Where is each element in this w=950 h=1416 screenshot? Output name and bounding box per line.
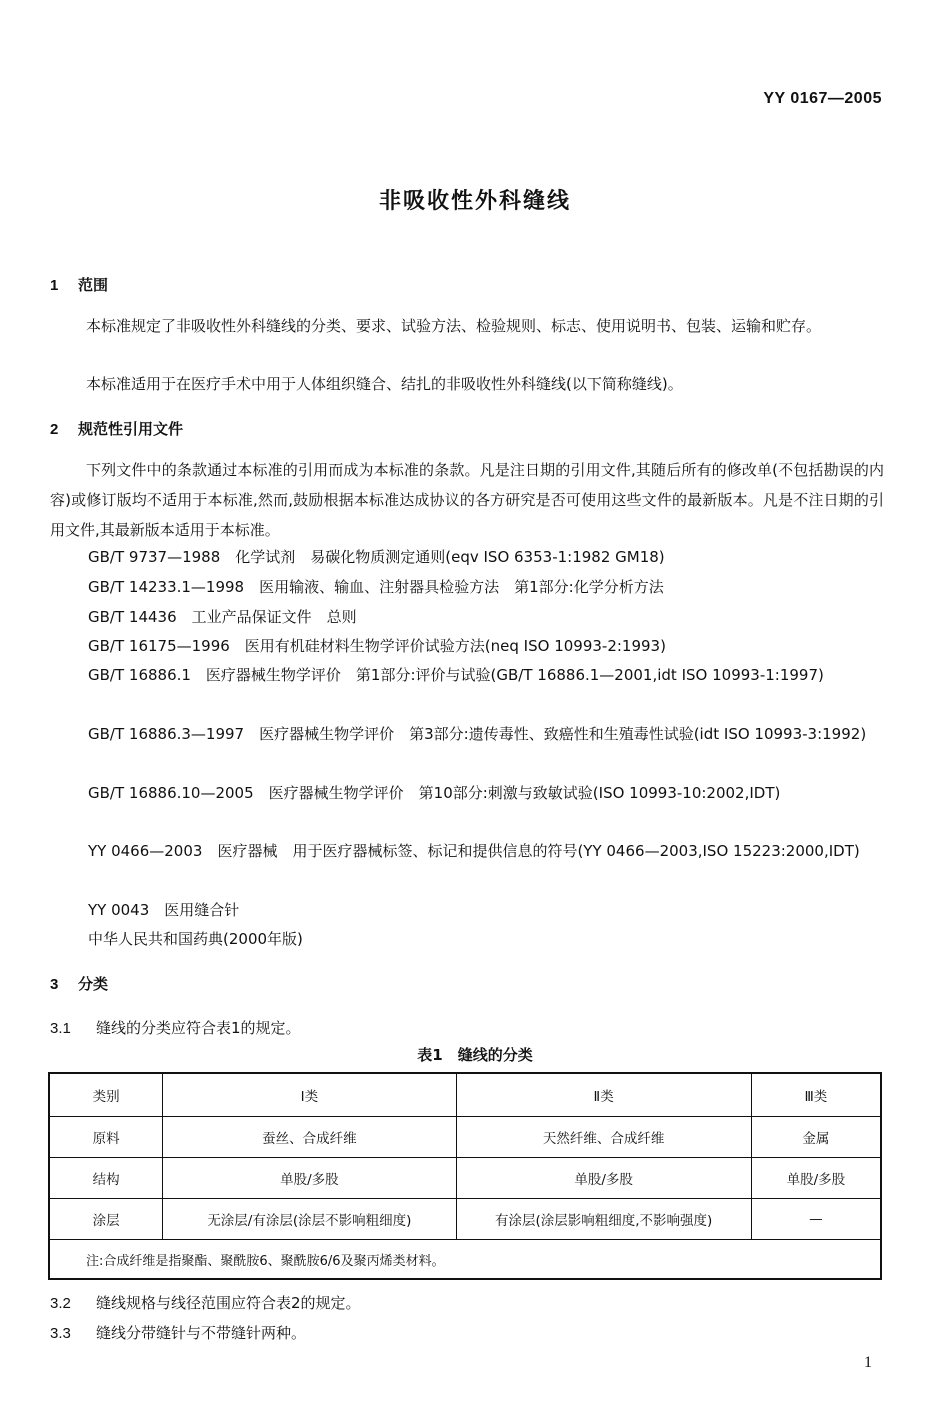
clause-3-2: [50, 1292, 361, 1313]
table-cell: 单股/多股: [456, 1158, 751, 1199]
table-cell: 有涂层(涂层影响粗细度,不影响强度): [456, 1199, 751, 1240]
reference-item: GB/T 14436 工业产品保证文件 总则: [88, 608, 357, 626]
table-row: [49, 1199, 881, 1240]
clause-text: 缝线规格与线径范围应符合表2的规定。: [96, 1294, 361, 1312]
section-title: 规范性引用文件: [78, 420, 184, 438]
page-number: 1: [864, 1354, 872, 1371]
section-2-heading: [50, 418, 183, 439]
section-2-paragraph: 下列文件中的条款通过本标准的引用而成为本标准的条款。凡是注日期的引用文件,其随后所有的修改单(不包括勘误的内容)或修订版均不适用于本标准,然而,鼓励根据本标准达成协议的各方研究是否可使用这些文件的最新版本。凡是不注日期的引用文件,其最新版本适用于本标准。: [50, 461, 884, 539]
clause-text: 缝线分带缝针与不带缝针两种。: [96, 1324, 307, 1342]
table-row: [49, 1117, 881, 1158]
table-header-row: [49, 1073, 881, 1117]
section-1-paragraph-2: 本标准适用于在医疗手术中用于人体组织缝合、结扎的非吸收性外科缝线(以下简称缝线)。: [86, 375, 683, 393]
table-cell: 涂层: [49, 1199, 163, 1240]
table-1-caption: 表1 缝线的分类: [417, 1046, 533, 1064]
header-cell: 类别: [49, 1073, 163, 1117]
table-cell: 金属: [751, 1117, 881, 1158]
table-cell: —: [751, 1199, 881, 1240]
table-cell: 单股/多股: [163, 1158, 456, 1199]
table-row: [49, 1158, 881, 1199]
section-number: 2: [50, 421, 59, 438]
section-1-heading: [50, 274, 108, 295]
clause-3-3: [50, 1322, 306, 1343]
clause-3-1: [50, 1017, 301, 1038]
section-title: 范围: [78, 276, 109, 294]
header-cell: Ⅲ类: [751, 1073, 881, 1117]
header-cell: Ⅰ类: [163, 1073, 456, 1117]
document-title: 非吸收性外科缝线: [378, 189, 571, 214]
reference-item: GB/T 16886.1 医疗器械生物学评价 第1部分:评价与试验(GB/T 16886.1—2001,idt ISO 10993-1:1997): [88, 666, 824, 684]
table-note: 注:合成纤维是指聚酯、聚酰胺6、聚酰胺6/6及聚丙烯类材料。: [49, 1240, 881, 1280]
section-title: 分类: [78, 975, 109, 993]
clause-number: 3.3: [50, 1325, 71, 1342]
header-cell: Ⅱ类: [456, 1073, 751, 1117]
table-cell: 蚕丝、合成纤维: [163, 1117, 456, 1158]
classification-table: [48, 1072, 882, 1280]
reference-item: YY 0043 医用缝合针: [88, 901, 240, 919]
reference-item: GB/T 14233.1—1998 医用输液、输血、注射器具检验方法 第1部分:化学分析方法: [88, 578, 664, 596]
table-cell: 单股/多股: [751, 1158, 881, 1199]
reference-item: GB/T 16886.3—1997 医疗器械生物学评价 第3部分:遗传毒性、致癌性和生殖毒性试验(idt ISO 10993-3:1992): [88, 725, 867, 743]
reference-item: YY 0466—2003 医疗器械 用于医疗器械标签、标记和提供信息的符号(YY 0466—2003,ISO 15223:2000,IDT): [88, 842, 860, 860]
table-note-row: [49, 1240, 881, 1280]
section-3-heading: [50, 973, 108, 994]
table-cell: 天然纤维、合成纤维: [456, 1117, 751, 1158]
section-1-paragraph-1: 本标准规定了非吸收性外科缝线的分类、要求、试验方法、检验规则、标志、使用说明书、包装、运输和贮存。: [86, 317, 822, 335]
section-number: 3: [50, 976, 59, 993]
clause-number: 3.2: [50, 1295, 71, 1312]
clause-number: 3.1: [50, 1020, 71, 1037]
table-cell: 结构: [49, 1158, 163, 1199]
clause-text: 缝线的分类应符合表1的规定。: [96, 1019, 301, 1037]
table-cell: 原料: [49, 1117, 163, 1158]
reference-item: 中华人民共和国药典(2000年版): [88, 930, 303, 948]
section-number: 1: [50, 277, 59, 294]
reference-item: GB/T 16886.10—2005 医疗器械生物学评价 第10部分:刺激与致敏试验(ISO 10993-10:2002,IDT): [88, 784, 781, 802]
standard-number: YY 0167—2005: [763, 90, 882, 107]
reference-item: GB/T 9737—1988 化学试剂 易碳化物质测定通则(eqv ISO 6353-1:1982 GM18): [88, 548, 665, 566]
reference-item: GB/T 16175—1996 医用有机硅材料生物学评价试验方法(neq ISO 10993-2:1993): [88, 637, 666, 655]
table-cell: 无涂层/有涂层(涂层不影响粗细度): [163, 1199, 456, 1240]
